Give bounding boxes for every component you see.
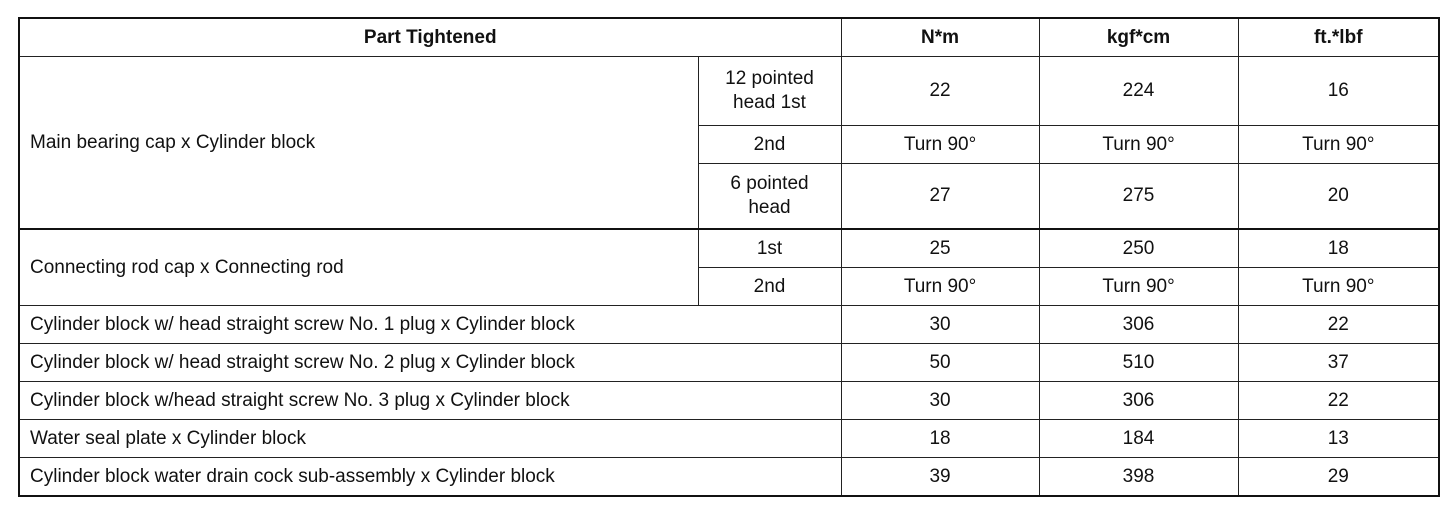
part-cell: Cylinder block w/ head straight screw No. 2 plug x Cylinder block — [19, 344, 841, 382]
table-row — [19, 57, 1439, 126]
kgfcm-cell: 510 — [1039, 344, 1238, 382]
nm-cell: 30 — [841, 306, 1039, 344]
nm-cell: Turn 90° — [841, 268, 1039, 306]
ftlbf-cell: 20 — [1238, 164, 1439, 230]
kgfcm-cell: 398 — [1039, 458, 1238, 497]
step-cell: 2nd — [698, 126, 841, 164]
ftlbf-cell: Turn 90° — [1238, 126, 1439, 164]
nm-cell: 25 — [841, 229, 1039, 268]
kgfcm-cell: 184 — [1039, 420, 1238, 458]
part-cell: Cylinder block water drain cock sub-assembly x Cylinder block — [19, 458, 841, 497]
nm-cell: 27 — [841, 164, 1039, 230]
part-main-bearing: Main bearing cap x Cylinder block — [19, 57, 698, 230]
ftlbf-cell: 22 — [1238, 382, 1439, 420]
nm-cell: 39 — [841, 458, 1039, 497]
torque-spec-table — [18, 17, 1440, 497]
ftlbf-cell: 13 — [1238, 420, 1439, 458]
kgfcm-cell: 250 — [1039, 229, 1238, 268]
step-cell: 6 pointed head — [698, 164, 841, 230]
header-part-tightened: Part Tightened — [19, 18, 841, 57]
table-row — [19, 420, 1439, 458]
table-header-row — [19, 18, 1439, 57]
kgfcm-cell: 275 — [1039, 164, 1238, 230]
part-cell: Water seal plate x Cylinder block — [19, 420, 841, 458]
kgfcm-cell: Turn 90° — [1039, 126, 1238, 164]
kgfcm-cell: 224 — [1039, 57, 1238, 126]
nm-cell: 18 — [841, 420, 1039, 458]
table-row — [19, 344, 1439, 382]
table-row — [19, 458, 1439, 497]
step-cell: 1st — [698, 229, 841, 268]
kgfcm-cell: 306 — [1039, 382, 1238, 420]
ftlbf-cell: 37 — [1238, 344, 1439, 382]
ftlbf-cell: Turn 90° — [1238, 268, 1439, 306]
nm-cell: 50 — [841, 344, 1039, 382]
table-row — [19, 382, 1439, 420]
ftlbf-cell: 18 — [1238, 229, 1439, 268]
step-cell: 12 pointed head 1st — [698, 57, 841, 126]
part-cell: Cylinder block w/ head straight screw No. 1 plug x Cylinder block — [19, 306, 841, 344]
table-row — [19, 229, 1439, 268]
part-connecting-rod: Connecting rod cap x Connecting rod — [19, 229, 698, 306]
ftlbf-cell: 29 — [1238, 458, 1439, 497]
header-ftlbf: ft.*lbf — [1238, 18, 1439, 57]
kgfcm-cell: Turn 90° — [1039, 268, 1238, 306]
table-row — [19, 306, 1439, 344]
header-kgfcm: kgf*cm — [1039, 18, 1238, 57]
part-cell: Cylinder block w/head straight screw No. 3 plug x Cylinder block — [19, 382, 841, 420]
ftlbf-cell: 22 — [1238, 306, 1439, 344]
ftlbf-cell: 16 — [1238, 57, 1439, 126]
step-cell: 2nd — [698, 268, 841, 306]
nm-cell: 30 — [841, 382, 1039, 420]
nm-cell: Turn 90° — [841, 126, 1039, 164]
header-nm: N*m — [841, 18, 1039, 57]
nm-cell: 22 — [841, 57, 1039, 126]
kgfcm-cell: 306 — [1039, 306, 1238, 344]
